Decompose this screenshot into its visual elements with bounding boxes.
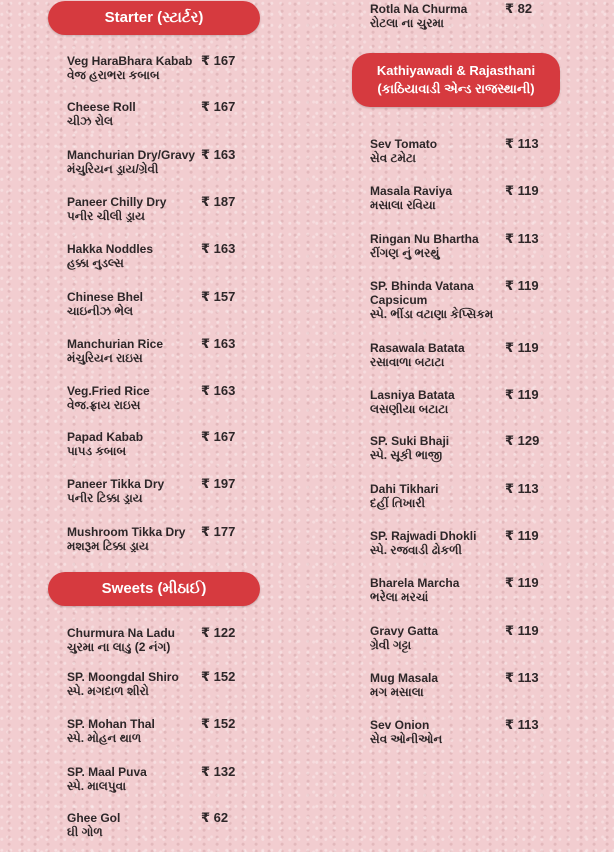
starter-banner [48, 1, 260, 35]
item-price: ₹ 113 [505, 717, 539, 732]
item-name-gujarati: પાપડ કબાબ [67, 444, 127, 458]
item-name: Veg.Fried Rice [67, 384, 150, 398]
item-name: SP. Rajwadi Dhokli [370, 529, 477, 543]
item-name: Masala Raviya [370, 184, 453, 198]
item-name-gujarati: રોટલા ના ચુરમા [370, 16, 444, 30]
item-name-gujarati: મંચુરિયન રાઇસ [67, 351, 143, 365]
item-name-gujarati: રીંગણ નું ભરથું [370, 246, 440, 260]
item-price: ₹ 132 [201, 764, 236, 779]
item-name-gujarati: લસણીયા બટાટા [370, 402, 449, 416]
menu-item [340, 2, 614, 30]
item-price: ₹ 113 [505, 136, 539, 151]
menu-item [48, 337, 310, 365]
item-name: Paneer Tikka Dry [67, 477, 165, 491]
item-price: ₹ 167 [201, 99, 236, 114]
item-name-gujarati: પનીર ટિક્કા ડ્રાય [67, 491, 143, 505]
item-name-gujarati: સ્પે. મગદાળ શીરો [67, 684, 149, 698]
item-name: Manchurian Rice [67, 337, 164, 351]
item-name-gujarati: મશરૂમ ટિક્કા ડ્રાય [67, 539, 149, 553]
item-name-gujarati: હક્કા નુડલ્સ [67, 256, 124, 270]
item-name: Sev Onion [370, 718, 430, 732]
item-name-gujarati: સ્પે. સૂકી ભાજી [370, 448, 443, 462]
item-name-gujarati: વેજ હરાભરા કબાબ [67, 68, 160, 82]
menu-item [340, 184, 614, 212]
item-price: ₹ 163 [201, 336, 236, 351]
item-price: ₹ 163 [201, 383, 236, 398]
item-price: ₹ 119 [505, 623, 539, 638]
item-name-gujarati: ચીઝ રોલ [67, 114, 114, 128]
item-name-gujarati: દહીં તિખારી [370, 496, 426, 510]
menu-item [48, 525, 310, 553]
item-name: Lasniya Batata [370, 388, 455, 402]
kathiyawadi-banner [352, 53, 560, 107]
item-price: ₹ 167 [201, 429, 236, 444]
item-name: Ghee Gol [67, 811, 121, 825]
starter-title: Starter (સ્ટાર્ટર) [104, 9, 204, 26]
item-name: Mushroom Tikka Dry [67, 525, 186, 539]
menu-item [340, 341, 614, 369]
menu-item [340, 434, 614, 462]
item-name-gujarati: સ્પે. રજવાડી ઢોકળી [370, 543, 462, 557]
item-price: ₹ 119 [505, 340, 539, 355]
item-name: Bharela Marcha [370, 576, 460, 590]
item-name: Papad Kabab [67, 430, 144, 444]
item-price: ₹ 119 [505, 575, 539, 590]
item-name-gujarati: સેવ ઓનીઓન [370, 732, 443, 746]
item-name-gujarati: મગ મસાલા [370, 685, 424, 699]
menu-item [48, 477, 310, 505]
menu-item [48, 430, 310, 458]
menu-item [340, 137, 614, 165]
item-name: Manchurian Dry/Gravy [67, 148, 196, 162]
item-price: ₹ 152 [201, 716, 236, 731]
menu-item [48, 384, 310, 412]
item-name-gujarati: સ્પે. માલપુવા [67, 779, 127, 793]
item-name: Cheese Roll [67, 100, 136, 114]
item-name-gujarati: ગ્રેવી ગટ્ટા [370, 638, 412, 652]
item-name: SP. Maal Puva [67, 765, 147, 779]
menu-item [48, 195, 310, 223]
menu-item [48, 626, 310, 654]
item-price: ₹ 163 [201, 241, 236, 256]
item-name-gujarati: રસાવાળા બટાટા [370, 355, 445, 369]
sweets-title: Sweets (મીઠાઈ) [101, 580, 207, 597]
item-name-gujarati: ચાઇનીઝ ભેલ [67, 304, 134, 318]
item-price: ₹ 113 [505, 670, 539, 685]
menu-item [48, 100, 310, 128]
menu-item [340, 529, 614, 557]
kathiyawadi-title-gujarati: (કાઠિયાવાડી એન્ડ રાજસ્થાની) [377, 81, 535, 96]
menu-item [340, 482, 614, 510]
item-name: Rasawala Batata [370, 341, 465, 355]
item-name-gujarati: ભરેલા મરચાં [370, 590, 429, 604]
item-price: ₹ 157 [201, 289, 236, 304]
menu-item [340, 232, 614, 260]
menu-item [340, 671, 614, 699]
item-price: ₹ 113 [505, 481, 539, 496]
item-name: Gravy Gatta [370, 624, 439, 638]
item-name: SP. Mohan Thal [67, 717, 155, 731]
item-name: Rotla Na Churma [370, 2, 468, 16]
menu-item [340, 718, 614, 746]
item-name-gujarati: મંચુરિયન ડ્રાય/ગ્રેવી [67, 162, 159, 176]
menu-item [48, 242, 310, 270]
menu-item [340, 279, 614, 321]
item-name: SP. Bhinda Vatana Capsicum [370, 279, 474, 307]
kathiyawadi-title: Kathiyawadi & Rajasthani [376, 63, 536, 78]
item-name-gujarati: ચુરમા ના લાડુ (2 નંગ) [67, 640, 171, 654]
item-name: Dahi Tikhari [370, 482, 439, 496]
sweets-banner [48, 572, 260, 606]
item-price: ₹ 119 [505, 387, 539, 402]
menu-item [48, 765, 310, 793]
item-price: ₹ 152 [201, 669, 236, 684]
item-name: Paneer Chilly Dry [67, 195, 167, 209]
item-name-gujarati: ઘી ગોળ [67, 825, 103, 839]
item-price: ₹ 119 [505, 278, 539, 293]
item-name-gujarati: સ્પે. મોહન થાળ [67, 731, 142, 745]
menu-item [48, 54, 310, 82]
item-name-gujarati: પનીર ચીલી ડ્રાય [67, 209, 145, 223]
item-price: ₹ 119 [505, 528, 539, 543]
item-name-gujarati: સ્પે. ભીંડા વટાણા કેપ્સિકમ [370, 307, 494, 321]
menu-item [340, 388, 614, 416]
item-price: ₹ 82 [505, 1, 533, 16]
item-price: ₹ 122 [201, 625, 236, 640]
item-name: Churmura Na Ladu [67, 626, 176, 640]
item-name: Sev Tomato [370, 137, 438, 151]
item-price: ₹ 163 [201, 147, 236, 162]
menu-item [340, 576, 614, 604]
item-name: Hakka Noddles [67, 242, 154, 256]
item-name-gujarati: મસાલા રવિયા [370, 198, 436, 212]
item-name-gujarati: સેવ ટમેટા [370, 151, 416, 165]
item-name: Chinese Bhel [67, 290, 144, 304]
item-price: ₹ 177 [201, 524, 236, 539]
menu-item [48, 148, 310, 176]
menu-item [340, 624, 614, 652]
menu-item [48, 811, 310, 839]
item-name: Ringan Nu Bhartha [370, 232, 479, 246]
menu-item [48, 717, 310, 745]
menu-item [48, 670, 310, 698]
item-name: SP. Suki Bhaji [370, 434, 450, 448]
menu-item [48, 290, 310, 318]
item-name-gujarati: વેજ.ફ્રાય રાઇસ [67, 398, 141, 412]
item-price: ₹ 113 [505, 231, 539, 246]
item-price: ₹ 167 [201, 53, 236, 68]
item-name: Veg HaraBhara Kabab [67, 54, 193, 68]
item-price: ₹ 197 [201, 476, 236, 491]
item-name: Mug Masala [370, 671, 439, 685]
item-price: ₹ 119 [505, 183, 539, 198]
item-name: SP. Moongdal Shiro [67, 670, 179, 684]
item-price: ₹ 187 [201, 194, 236, 209]
item-price: ₹ 62 [201, 810, 229, 825]
item-price: ₹ 129 [505, 433, 540, 448]
